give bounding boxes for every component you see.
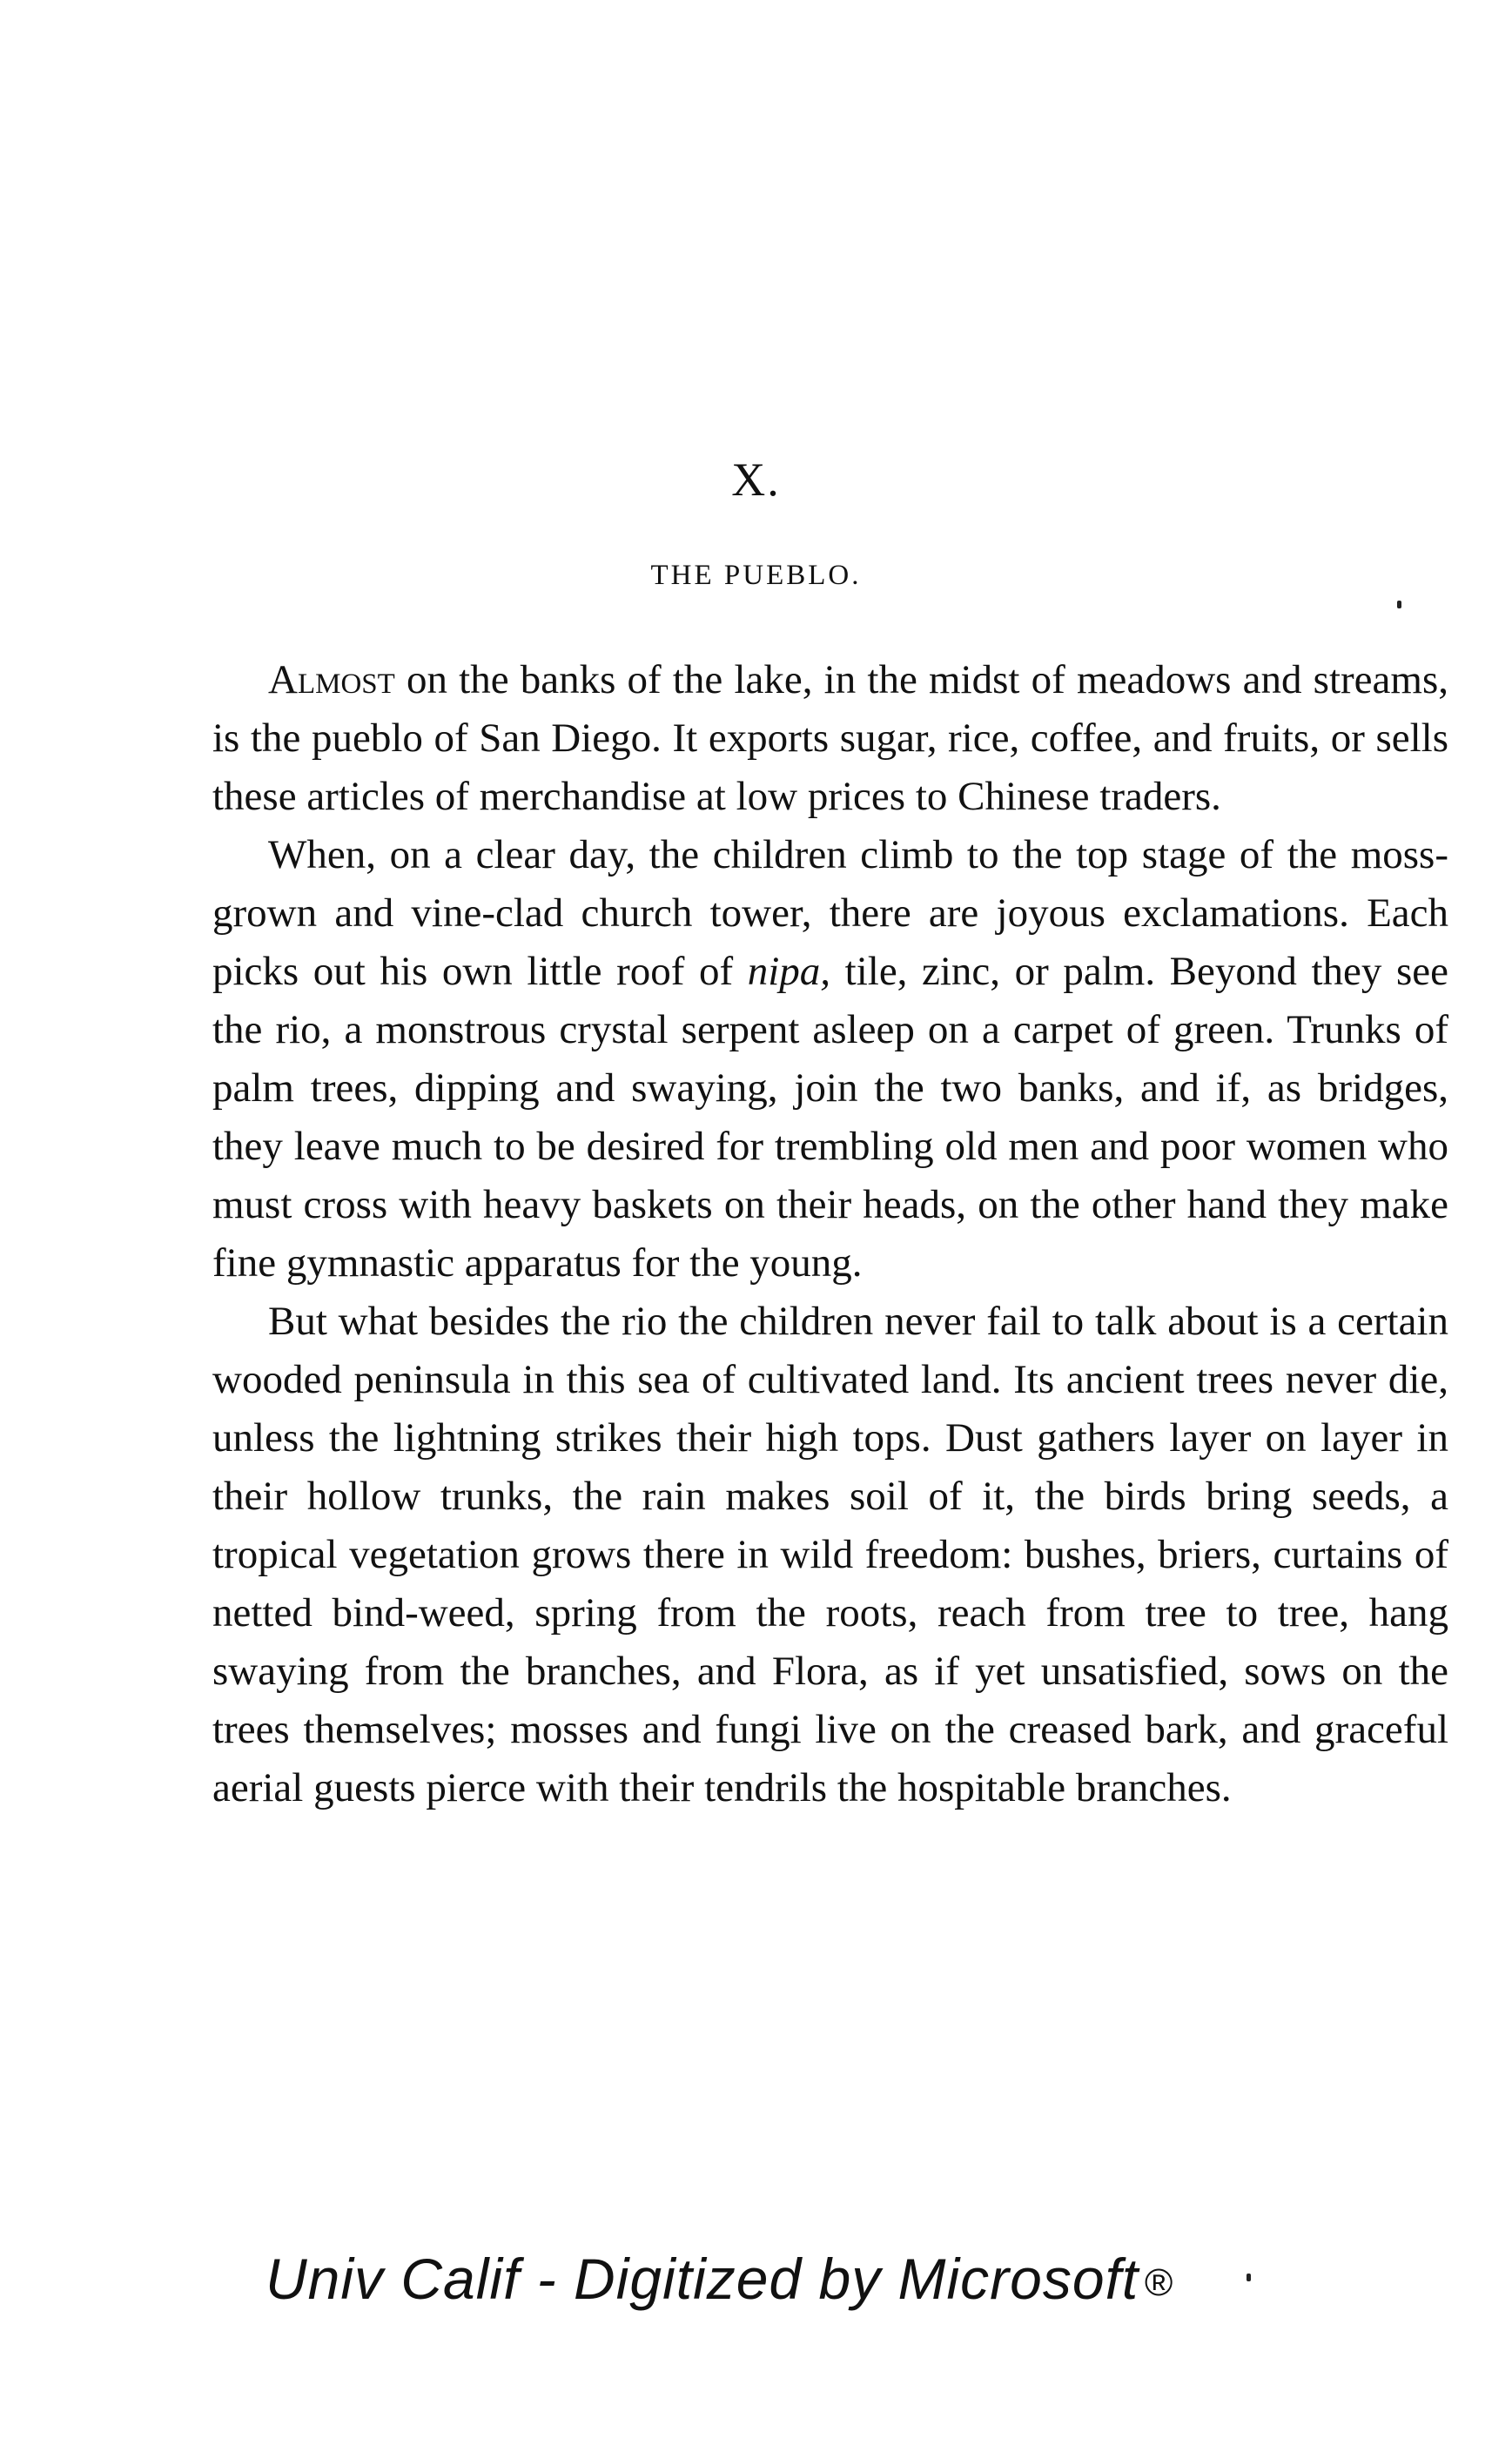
paragraph-2-text-a: When, on a clear day, the children climb to the top stage of the moss-grown and vine-clad church tower, there are joyous exclamations. Each picks out his own little roof of [212, 832, 1448, 994]
chapter-title: THE PUEBLO. [650, 560, 862, 591]
digitization-watermark [265, 2246, 1173, 2312]
paragraph-1 [212, 651, 1448, 826]
registered-mark-icon: ® [1144, 2261, 1173, 2304]
paragraph-3 [212, 1293, 1448, 1817]
print-speck [1247, 2274, 1251, 2281]
print-speck [1397, 601, 1401, 608]
paragraph-1-lead: Almost [268, 657, 395, 702]
paragraph-2 [212, 826, 1448, 1293]
body-text [212, 651, 1448, 1817]
chapter-number: X. [731, 453, 781, 506]
paragraph-2-text-b: tile, zinc, or palm. Beyond they see the rio, a monstrous crystal serpent asleep on a carpet of green. Trunks of palm trees, dipping and swaying, join the two banks, and if, as bridges, they leave much to be desired for trembling old men and poor women who must cross with heavy baskets on their heads, on the other hand they make fine gymnastic apparatus for the young. [212, 949, 1448, 1286]
paragraph-1-text: on the banks of the lake, in the midst of meadows and streams, is the pueblo of San Diego. It exports sugar, rice, coffee, and fruits, or sells these articles of merchandise at low prices to Chinese traders. [212, 657, 1448, 819]
paragraph-2-italic-word: nipa, [747, 949, 831, 994]
watermark-text: Univ Calif - Digitized by Microsoft [265, 2247, 1139, 2311]
paragraph-3-text: But what besides the rio the children never fail to talk about is a certain wooded peninsula in this sea of cultivated land. Its ancient trees never die, unless the lightning strikes their high tops. Dust gathers layer on layer in their hollow trunks, the rain makes soil of it, the birds bring seeds, a tropical vegetation grows there in wild freedom: bushes, briers, curtains of netted bind-weed, spring from the roots, reach from tree to tree, hang swaying from the branches, and Flora, as if yet unsatisfied, sows on the trees themselves; mosses and fungi live on the creased bark, and graceful aerial guests pierce with their tendrils the hospitable branches. [212, 1299, 1448, 1810]
